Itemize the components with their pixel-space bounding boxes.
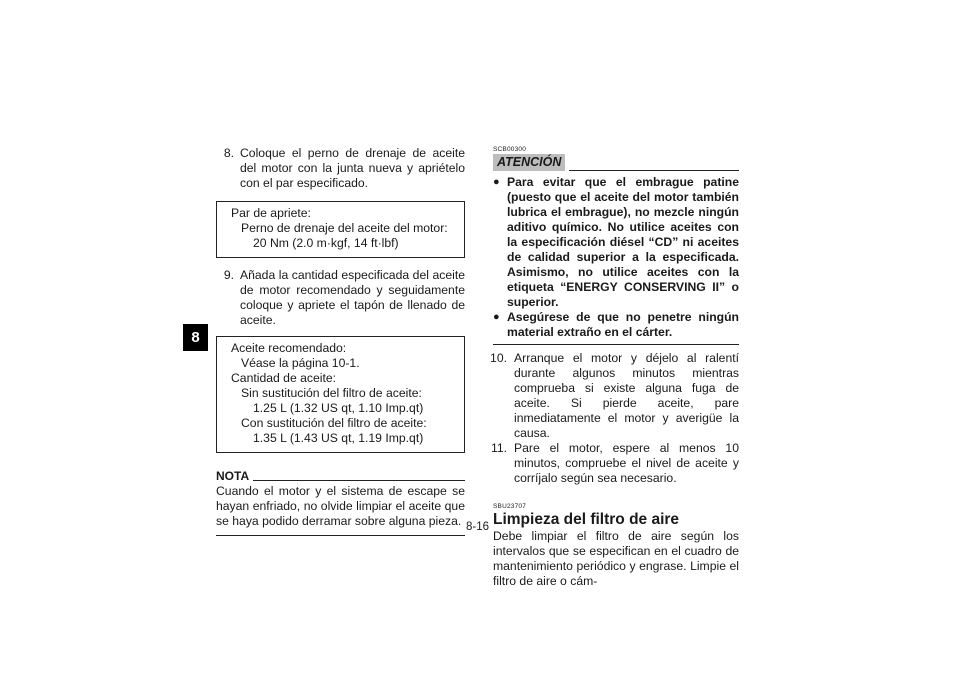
step-10 <box>490 351 739 441</box>
section-code: SBU23707 <box>493 503 527 510</box>
step-11 <box>490 441 739 486</box>
step-number: 8. <box>223 146 234 160</box>
atencion-code: SCB00300 <box>493 146 527 153</box>
nota-rule <box>253 480 465 481</box>
atencion-rule <box>569 170 739 171</box>
spec-value: Véase la página 10-1. <box>241 356 360 370</box>
step-text: Coloque el perno de drenaje de aceite del motor con la junta nueva y apriételo con el par especificado. <box>240 146 465 190</box>
atencion-bullet <box>493 175 739 310</box>
spec-heading: Cantidad de aceite: <box>231 371 337 385</box>
nota-header <box>216 469 465 484</box>
step-text: Arranque el motor y déjelo al ralentí durante algunos minutos mientras comprueba si existe alguna fuga de aceite. Si pierde aceite, pare inmediatamente el motor y averigüe la causa. <box>514 351 739 440</box>
spec-value: 1.35 L (1.43 US qt, 1.19 Imp.qt) <box>253 431 424 445</box>
oil-spec-box <box>216 336 465 453</box>
page-number: 8-16 <box>466 521 490 533</box>
step-8 <box>216 146 465 191</box>
atencion-header <box>493 154 739 171</box>
section-title: Limpieza del filtro de aire <box>493 511 680 528</box>
bullet-text: Para evitar que el embrague patine (puesto que el aceite del motor también lubrica el embrague), no mezcle ningún aditivo químico. No utilice aceites con la especificación diésel “CD” ni aceites de calidad superior a la especificada. Asimismo, no utilice aceites con la etiqueta “ENERGY CONSERVING II” o superior. <box>507 175 739 309</box>
spec-item: Sin sustitución del filtro de aceite: <box>241 386 422 400</box>
spec-heading: Par de apriete: <box>231 206 311 220</box>
atencion-label: ATENCIÓN <box>493 154 565 171</box>
right-column <box>490 146 739 589</box>
step-number: 9. <box>223 268 234 282</box>
atencion-bullet <box>493 310 739 340</box>
atencion-end-rule <box>493 344 739 345</box>
atencion-body <box>493 175 739 340</box>
torque-spec-box <box>216 201 465 258</box>
nota-end-rule <box>216 535 465 536</box>
nota-label: NOTA <box>216 469 250 483</box>
nota-block <box>216 469 465 536</box>
step-text: Pare el motor, espere al menos 10 minutos, compruebe el nivel de aceite y corríjalo según sea necesario. <box>514 441 739 485</box>
section-text: Debe limpiar el filtro de aire según los intervalos que se especifican en el cuadro de mantenimiento periódico y engrase. Limpie el filtro de aire o cám- <box>493 529 739 588</box>
step-9 <box>216 268 465 328</box>
bullet-text: Asegúrese de que no penetre ningún material extraño en el cárter. <box>507 310 739 339</box>
nota-text: Cuando el motor y el sistema de escape se hayan enfriado, no olvide limpiar el aceite que se haya podido derramar sobre alguna pieza. <box>216 484 465 528</box>
chapter-tab: 8 <box>183 324 208 351</box>
step-text: Añada la cantidad especificada del aceite de motor recomendado y seguidamente coloque y apriete el tapón de llenado de aceite. <box>240 268 465 327</box>
step-number: 11. <box>490 441 507 455</box>
spec-item: Con sustitución del filtro de aceite: <box>241 416 427 430</box>
spec-value: 1.25 L (1.32 US qt, 1.10 Imp.qt) <box>253 401 424 415</box>
step-number: 10. <box>490 351 507 365</box>
bullet-icon: ● <box>493 311 500 323</box>
spec-item: Perno de drenaje del aceite del motor: <box>241 221 448 235</box>
spec-value: 20 Nm (2.0 m·kgf, 14 ft·lbf) <box>253 236 399 250</box>
left-column <box>216 146 465 536</box>
spec-heading: Aceite recomendado: <box>231 341 347 355</box>
bullet-icon: ● <box>493 176 500 188</box>
